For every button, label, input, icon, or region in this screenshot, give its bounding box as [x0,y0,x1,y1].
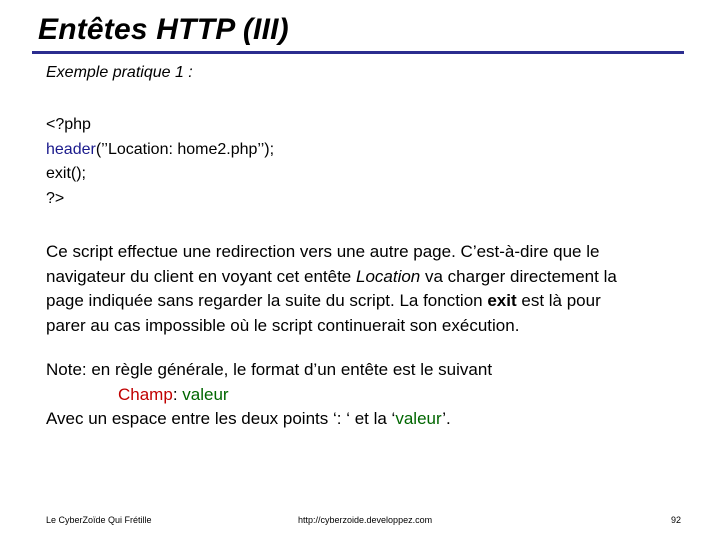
note-line-1: Note: en règle générale, le format d’un entête est le suivant [46,360,493,379]
paragraph-text: navigateur du client en voyant cet entête [46,266,356,286]
valeur-term: valeur [182,384,229,404]
valeur-term-inline: valeur [395,409,443,428]
location-term: Location [355,266,421,286]
paragraph-text: est là pour [516,291,601,310]
format-colon: : [172,384,183,404]
exit-term: exit [487,291,517,310]
code-line-header [46,138,274,163]
code-line-close-tag: ?> [46,189,65,207]
note-line-3 [46,407,686,432]
footer-page-number: 92 [671,515,682,525]
code-function-name: header [46,140,96,158]
code-line-exit: exit(); [46,165,86,182]
paragraph-line-3 [46,289,686,314]
champ-term: Champ [118,384,173,404]
note-format-line [46,383,686,408]
note-block [46,358,686,432]
paragraph-line-4: parer au cas impossible où le script continuerait son exécution. [46,315,520,335]
title-divider [32,51,684,54]
paragraph-text: page indiquée sans regarder la suite du script. La fonction [46,291,488,310]
code-line-open-tag: <?php [46,116,91,133]
code-function-args: (’’Location: home2.php’’); [95,140,275,158]
paragraph-line-1: Ce script effectue une redirection vers une autre page. C’est-à-dire que le [46,242,600,261]
code-block [46,113,274,211]
paragraph-text: va charger directement la [420,266,617,286]
example-subtitle: Exemple pratique 1 : [46,64,193,81]
note-text: ’. [442,409,451,428]
slide-title: Entêtes HTTP (III) [38,13,289,46]
footer-author: Le CyberZoïde Qui Frétille [46,515,152,525]
paragraph-line-2 [46,265,686,290]
explanation-paragraph [46,240,686,338]
footer-url[interactable]: http://cyberzoide.developpez.com [298,515,433,525]
note-text: Avec un espace entre les deux points ‘: ‘ et la ‘ [46,409,396,428]
